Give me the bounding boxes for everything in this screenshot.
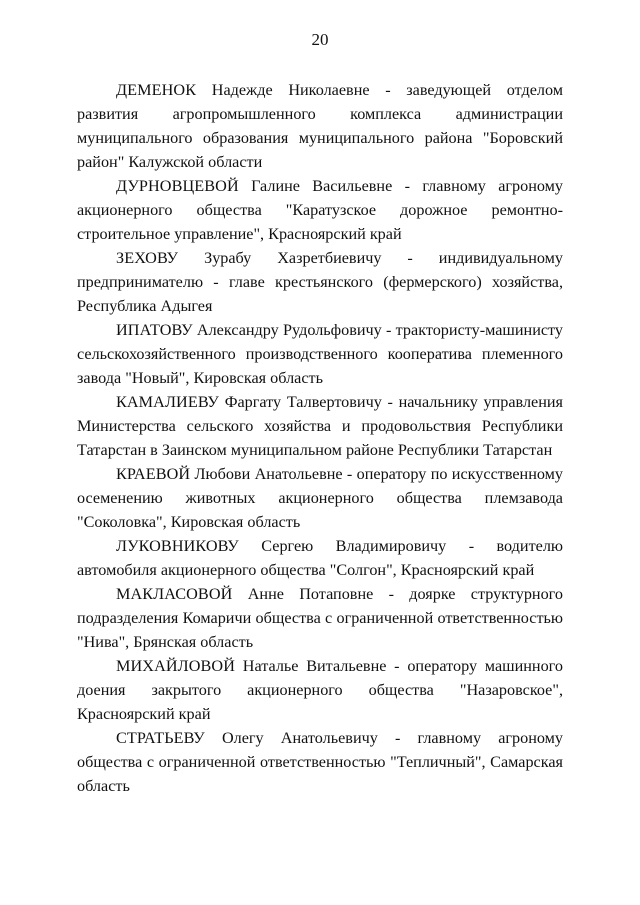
entry-text: Наталье Витальевне - оператору машинного доения закрытого акционерного общества "Назаровское", Красноярский край <box>77 657 563 723</box>
entry-text: Олегу Анатольевичу - главному агроному общества с ограниченной ответственностью "Тепличный", Самарская область <box>77 729 563 795</box>
entry-text: Сергею Владимировичу - водителю автомобиля акционерного общества "Солгон", Красноярский край <box>77 537 564 579</box>
list-item <box>77 390 563 462</box>
surname: МИХАЙЛОВОЙ <box>116 657 235 675</box>
surname: КРАЕВОЙ <box>116 465 191 483</box>
list-item <box>77 318 563 390</box>
surname: ЛУКОВНИКОВУ <box>116 537 239 555</box>
award-list <box>77 78 563 798</box>
entry-text: Галине Васильевне - главному агроному акционерного общества "Каратузское дорожное ремонтно-строительное управление", Красноярский край <box>77 177 563 243</box>
list-item <box>77 78 563 174</box>
entry-text: Александру Рудольфовичу - трактористу-машинисту сельскохозяйственного производственного кооператива племенного завода "Новый", Кировская область <box>77 321 564 387</box>
surname: СТРАТЬЕВУ <box>116 729 205 747</box>
list-item <box>77 534 563 582</box>
entry-text: Надежде Николаевне - заведующей отделом развития агропромышленного комплекса администрации муниципального образования муниципального района "Боровский район" Калужской области <box>77 81 564 171</box>
surname: КАМАЛИЕВУ <box>116 393 219 411</box>
list-item <box>77 174 563 246</box>
surname: ИПАТОВУ <box>116 321 193 339</box>
entry-text: Любови Анатольевне - оператору по искусственному осеменению животных акционерного общества племзавода "Соколовка", Кировская область <box>77 465 564 531</box>
page-number: 20 <box>311 30 329 49</box>
list-item <box>77 582 563 654</box>
surname: МАКЛАСОВОЙ <box>116 585 233 603</box>
surname: ДЕМЕНОК <box>116 81 197 99</box>
entry-text: Фаргату Талвертовичу - начальнику управления Министерства сельского хозяйства и продовольствия Республики Татарстан в Заинском муниципальном районе Республики Татарстан <box>77 393 563 459</box>
entry-text: Зурабу Хазретбиевичу - индивидуальному предпринимателю - главе крестьянского (фермерского) хозяйства, Республика Адыгея <box>77 249 564 315</box>
entry-text: Анне Потаповне - доярке структурного подразделения Комаричи общества с ограниченной ответственностью "Нива", Брянская область <box>77 585 564 651</box>
surname: ЗЕХОВУ <box>116 249 179 267</box>
list-item <box>77 654 563 726</box>
surname: ДУРНОВЦЕВОЙ <box>116 177 239 195</box>
list-item <box>77 726 563 798</box>
list-item <box>77 246 563 318</box>
list-item <box>77 462 563 534</box>
